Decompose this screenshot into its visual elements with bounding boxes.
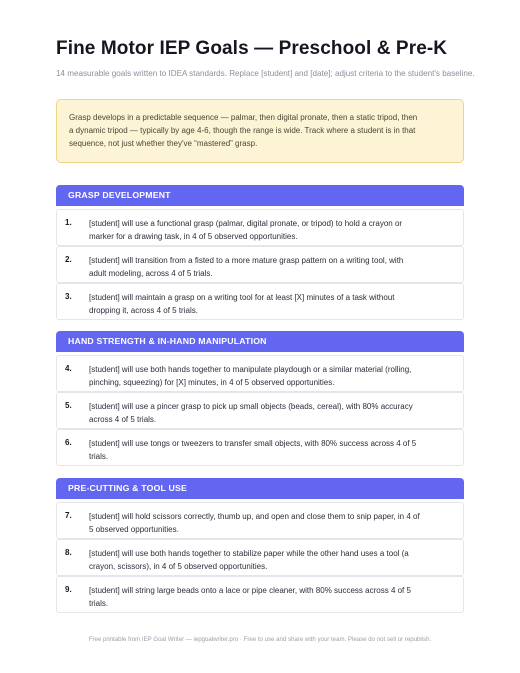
goal-text — [89, 363, 451, 389]
callout-line: sequence, not just whether they've “mastered” grasp. — [69, 139, 258, 149]
goal-text-line: [student] will use a functional grasp (palmar, digital pronate, or tripod) to hold a crayon or — [89, 219, 403, 228]
goal-item — [56, 502, 464, 539]
callout-line: Grasp develops in a predictable sequence — palmar, then digital pronate, then a static tripod, then — [69, 113, 418, 122]
goal-number: 6. — [65, 438, 72, 447]
goal-item — [56, 429, 464, 466]
goal-text — [89, 291, 451, 317]
goal-text-line: crayon, scissors), in 4 of 5 observed opportunities. — [89, 562, 268, 572]
goal-text-line: [student] will maintain a grasp on a writing tool for at least [X] minutes of a task without — [89, 293, 395, 302]
goal-number: 7. — [65, 511, 72, 520]
goal-text-line: pinching, squeezing) for [X] minutes, in 4 of 5 observed opportunities. — [89, 378, 335, 388]
goal-text-line: trials. — [89, 452, 109, 462]
goal-text-line: marker for a drawing task, in 4 of 5 observed opportunities. — [89, 232, 298, 242]
goal-text-line: adult modeling, across 4 of 5 trials. — [89, 269, 213, 279]
goal-text-line: [student] will use both hands together to manipulate playdough or a similar material (rolling, — [89, 365, 412, 374]
goal-item — [56, 246, 464, 283]
goal-number: 3. — [65, 292, 72, 301]
goal-item — [56, 209, 464, 246]
goal-text — [89, 254, 451, 280]
page-footer: Free printable from IEP Goal Writer — iepgoalwriter.pro · Free to use and share with your team. Please do not sell or republish. — [88, 636, 432, 643]
section-header-grasp-development: GRASP DEVELOPMENT — [56, 185, 464, 206]
goal-number: 1. — [65, 218, 72, 227]
goal-number: 4. — [65, 364, 72, 373]
goal-item — [56, 355, 464, 392]
callout-line: a dynamic tripod — typically by age 4-6, though the range is wide. Track where a student is in that — [69, 126, 416, 136]
grasp-sequence-callout — [56, 99, 464, 163]
goal-text — [89, 437, 451, 463]
goal-item — [56, 539, 464, 576]
goal-number: 8. — [65, 548, 72, 557]
goal-item — [56, 576, 464, 613]
goal-text-line: [student] will use a pincer grasp to pick up small objects (beads, cereal), with 80% accuracy — [89, 402, 413, 411]
goal-number: 5. — [65, 401, 72, 410]
page-subtitle: 14 measurable goals written to IDEA standards. Replace [student] and [date]; adjust criteria to the student's baseline. — [56, 69, 475, 78]
goal-item — [56, 283, 464, 320]
goal-text-line: [student] will use tongs or tweezers to transfer small objects, with 80% success across 4 of 5 — [89, 439, 417, 448]
goal-text — [89, 217, 451, 243]
goal-text-line: dropping it, across 4 of 5 trials. — [89, 306, 198, 316]
goal-item — [56, 392, 464, 429]
goal-text — [89, 547, 451, 573]
goal-number: 2. — [65, 255, 72, 264]
section-header-hand-strength: HAND STRENGTH & IN-HAND MANIPULATION — [56, 331, 464, 352]
goal-text — [89, 510, 451, 536]
goal-text-line: [student] will use both hands together to stabilize paper while the other hand uses a tool (a — [89, 549, 409, 558]
goal-text-line: [student] will transition from a fisted to a more mature grasp pattern on a writing tool, with — [89, 256, 404, 265]
page-title: Fine Motor IEP Goals — Preschool & Pre-K — [56, 38, 448, 59]
goal-text-line: [student] will hold scissors correctly, thumb up, and open and close them to snip paper, in 4 of — [89, 512, 420, 521]
goal-text-line: trials. — [89, 599, 109, 609]
goal-text-line: across 4 of 5 trials. — [89, 415, 157, 425]
goal-text-line: 5 observed opportunities. — [89, 525, 179, 535]
goal-number: 9. — [65, 585, 72, 594]
goal-text — [89, 400, 451, 426]
section-header-pre-cutting: PRE-CUTTING & TOOL USE — [56, 478, 464, 499]
goal-text — [89, 584, 451, 610]
goal-text-line: [student] will string large beads onto a lace or pipe cleaner, with 80% success across 4 of 5 — [89, 586, 411, 595]
